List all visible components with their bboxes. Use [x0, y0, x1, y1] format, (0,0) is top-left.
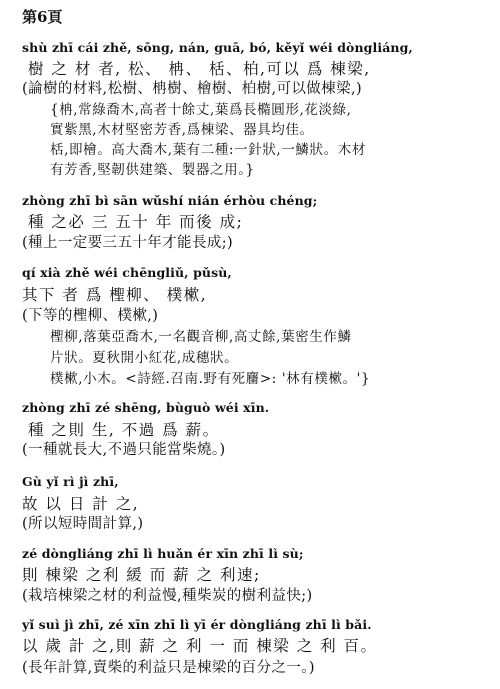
hanzi-line: 則 棟梁 之利 緩 而 薪 之 利速; — [22, 566, 261, 584]
pinyin-line: zé dòngliáng zhī lì huǎn ér xīn zhī lì sù; — [22, 546, 304, 561]
hanzi-line: 其下 者 爲 檉柳、 樸樕, — [22, 286, 208, 304]
note-line: 樸樕,小木。<詩經.召南.野有死麕>: '林有樸樕。'} — [50, 371, 371, 387]
pinyin-line: shù zhī cái zhě, sōng, nán, guā, bó, kěyǐ wéi dòngliáng, — [22, 40, 413, 55]
hanzi-line: 以 歲 計 之,則 薪 之 利 一 而 棟梁 之 利 百。 — [22, 637, 378, 655]
translation-line: (一種就長大,不過只能當柴燒。) — [22, 442, 226, 458]
pinyin-line: zhòng zhī zé shēng, bùguò wéi xīn. — [22, 400, 270, 415]
translation-line: (所以短時間計算,) — [22, 516, 144, 532]
translation-line: (長年計算,賣柴的利益只是棟梁的百分之一。) — [22, 660, 315, 676]
hanzi-line: 樹 之 材 者, 松、 柟、 栝、柏,可以 爲 棟梁, — [28, 60, 371, 78]
pinyin-line: qí xià zhě wéi chēngliǔ, pǔsù, — [22, 265, 232, 280]
note-line: 栝,即檜。高大喬木,葉有二種:一針狀,一鱗狀。木材 — [50, 142, 366, 158]
note-line: 檉柳,落葉亞喬木,一名觀音柳,高丈餘,葉密生作鱗 — [50, 329, 352, 345]
hanzi-line: 種 之則 生, 不過 爲 薪。 — [28, 421, 220, 439]
pinyin-line: yǐ suì jì zhī, zé xīn zhī lì yī ér dòngliáng zhī lì bǎi. — [22, 617, 372, 632]
translation-line: (種上一定要三五十年才能長成;) — [22, 235, 234, 251]
translation-line: (栽培棟梁之材的利益慢,種柴炭的樹利益快;) — [22, 588, 313, 604]
pinyin-line: zhòng zhī bì sān wǔshí nián érhòu chéng; — [22, 193, 318, 208]
note-line: 實紫黑,木材堅密芳香,爲棟梁、器具均佳。 — [50, 122, 314, 138]
hanzi-line: 種 之必 三 五十 年 而後 成; — [28, 213, 244, 231]
hanzi-line: 故 以 日 計 之, — [22, 495, 140, 513]
translation-line: (論樹的材料,松樹、柟樹、檜樹、柏樹,可以做棟梁,) — [22, 81, 363, 97]
note-line: 片狀。夏秋開小紅花,成穗狀。 — [50, 350, 239, 366]
page-number: 第6頁 — [22, 8, 63, 26]
note-line: {柟,常綠喬木,高者十餘丈,葉爲長橢圓形,花淡綠, — [50, 102, 352, 118]
translation-line: (下等的檉柳、樸樕,) — [22, 308, 159, 324]
pinyin-line: Gù yǐ rì jì zhī, — [22, 474, 119, 489]
note-line: 有芳香,堅韌供建築、製器之用。} — [50, 162, 255, 178]
